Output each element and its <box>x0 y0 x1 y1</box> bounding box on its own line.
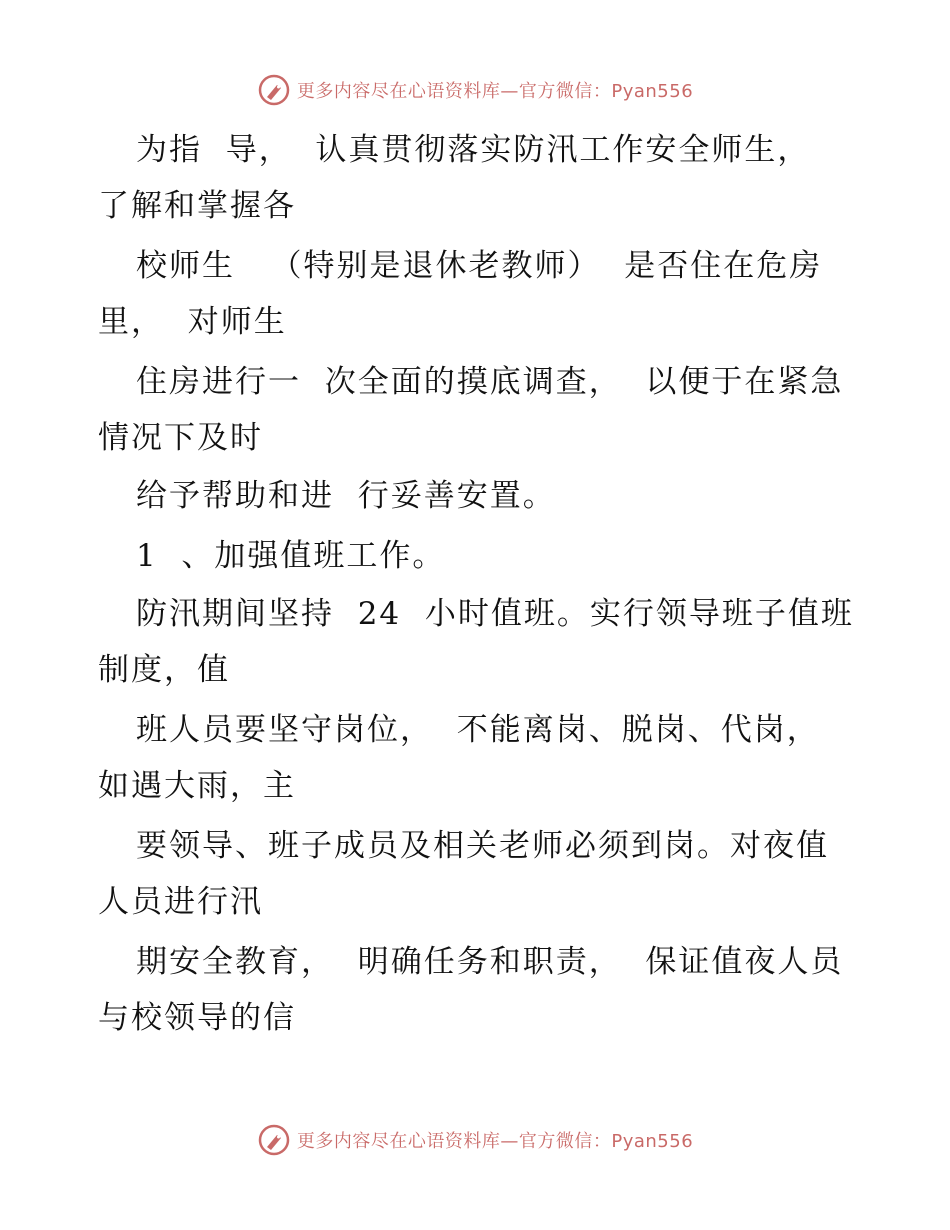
text-line: 期安全教育， 明确任务和职责， 保证值夜人员 <box>136 944 844 980</box>
footer-watermark <box>0 1120 950 1160</box>
text-line: 人员进行汛 <box>98 884 263 920</box>
pen-nib-circle-icon <box>257 73 291 107</box>
text-line: 与校领导的信 <box>98 1000 296 1036</box>
text-line: 要领导、班子成员及相关老师必须到岗。对夜值 <box>136 828 829 864</box>
text-line: 1 、加强值班工作。 <box>136 538 446 574</box>
text-line: 给予帮助和进 行妥善安置。 <box>136 478 556 514</box>
text-line: 制度，值 <box>98 652 230 688</box>
text-line: 情况下及时 <box>98 420 263 456</box>
watermark-text: 更多内容尽在心语资料库—官方微信：Pyan556 <box>296 81 694 102</box>
text-line: 为指 导， 认真贯彻落实防汛工作安全师生， <box>136 132 811 168</box>
text-line: 防汛期间坚持 24 小时值班。实行领导班子值班 <box>136 596 854 632</box>
pen-nib-circle-icon <box>257 1123 291 1157</box>
text-line: 住房进行一 次全面的摸底调查， 以便于在紧急 <box>136 364 844 400</box>
header-watermark <box>0 70 950 110</box>
text-line: 里， 对师生 <box>98 304 287 340</box>
text-line: 了解和掌握各 <box>98 188 296 224</box>
watermark-text: 更多内容尽在心语资料库—官方微信：Pyan556 <box>296 1131 694 1152</box>
text-line: 校师生 （特别是退休老教师） 是否住在危房 <box>136 248 823 284</box>
text-line: 班人员要坚守岗位， 不能离岗、脱岗、代岗， <box>136 712 820 748</box>
text-line: 如遇大雨，主 <box>98 768 296 804</box>
